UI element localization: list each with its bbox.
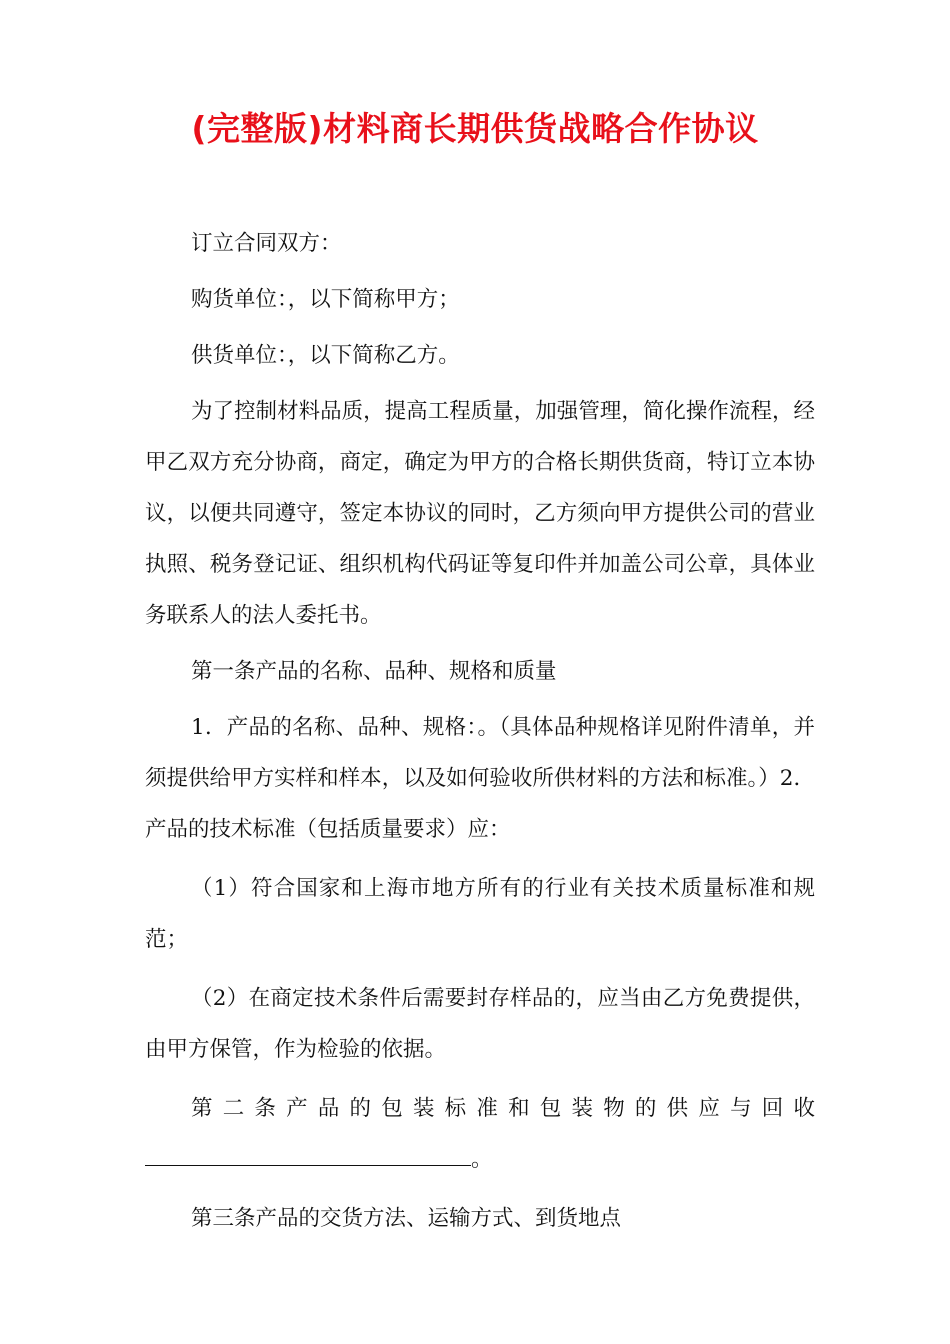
paragraph-buyer: 购货单位：，以下简称甲方； bbox=[191, 287, 460, 312]
document-title: (完整版)材料商长期供货战略合作协议 bbox=[191, 109, 759, 148]
article-1-subitem-1: （1）符合国家和上海市地方所有的行业有关技术质量标准和规范； bbox=[145, 876, 815, 952]
article-2-blank-line bbox=[145, 1134, 815, 1185]
article-1-subitem-2: （2）在商定技术条件后需要封存样品的，应当由乙方免费提供，由甲方保管，作为检验的依据。 bbox=[145, 986, 815, 1062]
article-1-heading: 第一条产品的名称、品种、规格和质量 bbox=[191, 659, 557, 684]
document-body bbox=[145, 218, 815, 1244]
article-1-item-1: 1．产品的名称、品种、规格：。（具体品种规格详见附件清单，并须提供给甲方实样和样本，以及如何验收所供材料的方法和标准。）2．产品的技术标准（包括质量要求）应： bbox=[145, 715, 815, 842]
fill-in-blank bbox=[145, 1139, 471, 1166]
article-3-heading: 第三条产品的交货方法、运输方式、到货地点 bbox=[191, 1206, 622, 1231]
paragraph-purpose: 为了控制材料品质，提高工程质量，加强管理，简化操作流程，经甲乙双方充分协商，商定，确定为甲方的合格长期供货商，特订立本协议，以便共同遵守，签定本协议的同时，乙方须向甲方提供公司的营业执照、税务登记证、组织机构代码证等复印件并加盖公司公章，具体业务联系人的法人委托书。 bbox=[145, 399, 815, 628]
paragraph-supplier: 供货单位：，以下简称乙方。 bbox=[191, 343, 460, 368]
paragraph-parties: 订立合同双方： bbox=[191, 231, 342, 256]
article-2-period: 。 bbox=[471, 1147, 493, 1172]
article-2-heading: 第二条产品的包装标准和包装物的供应与回收 bbox=[191, 1096, 815, 1121]
